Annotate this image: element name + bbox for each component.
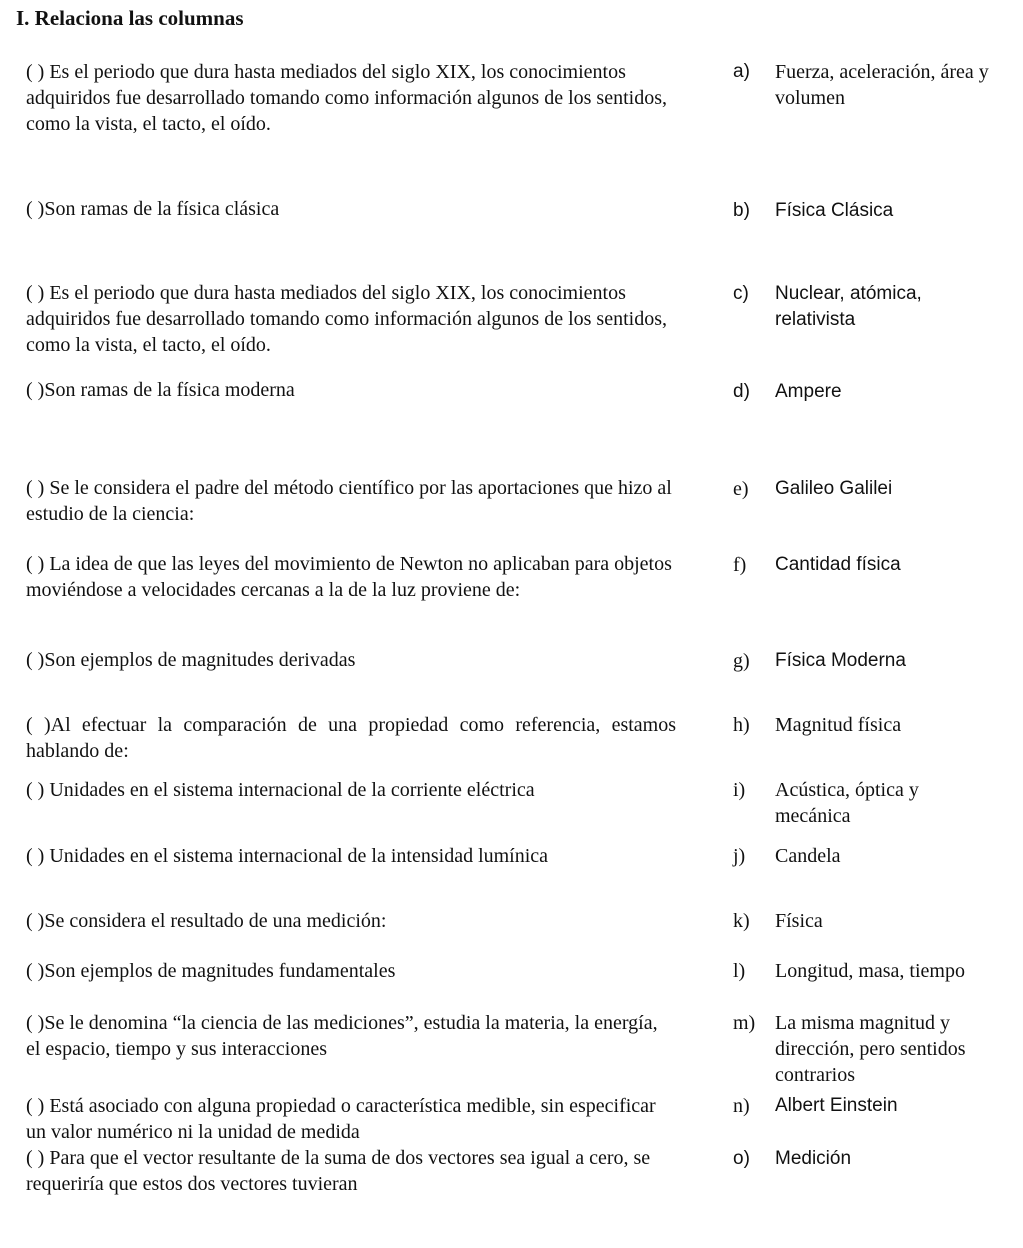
answer-n	[733, 1093, 1018, 1119]
answer-letter: n)	[733, 1095, 750, 1117]
answer-letter: j)	[733, 845, 746, 867]
answer-i	[733, 777, 1018, 829]
answer-a	[733, 59, 1018, 111]
answer-text: Física Moderna	[775, 650, 906, 671]
question-6: ( ) La idea de que las leyes del movimiento de Newton no aplicaban para objetos moviéndose a velocidades cercanas a la de la luz proviene de:	[26, 553, 672, 601]
answer-text: Nuclear, atómica, relativista	[775, 283, 922, 330]
answer-text: Ampere	[775, 381, 842, 402]
answer-letter: a)	[733, 61, 750, 82]
answer-letter: l)	[733, 960, 746, 982]
answer-m	[733, 1010, 1018, 1088]
answer-letter: d)	[733, 381, 750, 402]
answer-o	[733, 1146, 1018, 1172]
answer-text: Física	[775, 910, 823, 932]
answer-letter: g)	[733, 650, 750, 672]
answer-letter: h)	[733, 714, 750, 736]
question-8: ( )Al efectuar la comparación de una propiedad como referencia, estamos hablando de:	[26, 714, 676, 762]
answer-text: Galileo Galilei	[775, 478, 893, 499]
answer-text: Acústica, óptica y mecánica	[775, 779, 919, 827]
answer-text: Fuerza, aceleración, área y volumen	[775, 61, 989, 109]
question-15: ( ) Para que el vector resultante de la suma de dos vectores sea igual a cero, se requeriría que estos dos vectores tuvieran	[26, 1147, 651, 1195]
answer-d	[733, 379, 1018, 405]
question-7: ( )Son ejemplos de magnitudes derivadas	[26, 649, 356, 671]
answer-text: Física Clásica	[775, 200, 894, 221]
answer-letter: m)	[733, 1012, 756, 1034]
answer-letter: c)	[733, 283, 749, 304]
answer-h	[733, 712, 1018, 738]
question-2: ( )Son ramas de la física clásica	[26, 198, 280, 220]
answer-letter: f)	[733, 554, 747, 576]
answer-text: Longitud, masa, tiempo	[775, 960, 965, 982]
question-4: ( )Son ramas de la física moderna	[26, 379, 295, 401]
answer-text: Medición	[775, 1148, 852, 1169]
answer-f	[733, 552, 1018, 578]
answer-letter: o)	[733, 1148, 750, 1169]
answer-letter: i)	[733, 779, 746, 801]
answer-letter: e)	[733, 478, 749, 500]
answer-e	[733, 476, 1018, 502]
answer-letter: k)	[733, 910, 750, 932]
section-title: I. Relaciona las columnas	[16, 6, 244, 30]
question-10: ( ) Unidades en el sistema internacional de la intensidad lumínica	[26, 845, 549, 867]
answer-b	[733, 198, 1018, 224]
answer-text: Albert Einstein	[775, 1095, 898, 1116]
answer-text: Cantidad física	[775, 554, 901, 575]
question-14: ( ) Está asociado con alguna propiedad o característica medible, sin especificar un valor numérico ni la unidad de medida	[26, 1095, 656, 1143]
answer-l	[733, 958, 1018, 984]
question-5: ( ) Se le considera el padre del método científico por las aportaciones que hizo al estudio de la ciencia:	[26, 477, 672, 525]
answer-text: Candela	[775, 845, 841, 867]
question-11: ( )Se considera el resultado de una medición:	[26, 910, 387, 932]
answer-c	[733, 281, 1018, 333]
question-12: ( )Son ejemplos de magnitudes fundamentales	[26, 960, 396, 982]
answer-letter: b)	[733, 200, 750, 221]
question-1: ( ) Es el periodo que dura hasta mediados del siglo XIX, los conocimientos adquiridos fue desarrollado tomando como información algunos de los sentidos, como la vista, el tacto, el oído.	[26, 61, 667, 135]
answer-text: La misma magnitud y dirección, pero sentidos contrarios	[775, 1012, 966, 1086]
answer-text: Magnitud física	[775, 714, 902, 736]
answer-j	[733, 843, 1018, 869]
question-3: ( ) Es el periodo que dura hasta mediados del siglo XIX, los conocimientos adquiridos fue desarrollado tomando como información algunos de los sentidos, como la vista, el tacto, el oído.	[26, 282, 667, 356]
question-13: ( )Se le denomina “la ciencia de las mediciones”, estudia la materia, la energía, el espacio, tiempo y sus interacciones	[26, 1012, 658, 1060]
answer-g	[733, 648, 1018, 674]
question-9: ( ) Unidades en el sistema internacional de la corriente eléctrica	[26, 779, 535, 801]
answer-k	[733, 908, 1018, 934]
